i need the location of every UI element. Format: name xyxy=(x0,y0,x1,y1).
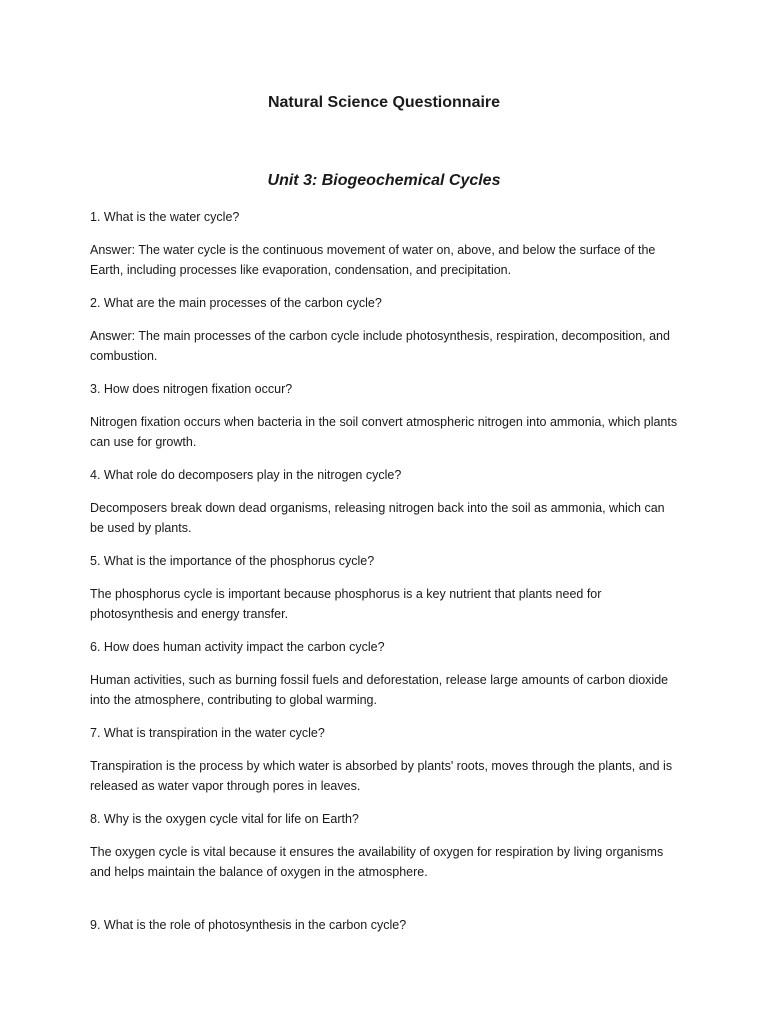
question-text: 3. How does nitrogen fixation occur? xyxy=(90,382,293,396)
question-list xyxy=(90,207,680,948)
qa-item-7 xyxy=(90,723,680,796)
question-text: 6. How does human activity impact the carbon cycle? xyxy=(90,640,385,654)
qa-item-5 xyxy=(90,551,680,624)
question-text: 9. What is the role of photosynthesis in the carbon cycle? xyxy=(90,918,407,932)
answer-text: Nitrogen fixation occurs when bacteria in the soil convert atmospheric nitrogen into ammonia, which plants can use for growth. xyxy=(90,415,678,449)
answer-text: The phosphorus cycle is important because phosphorus is a key nutrient that plants need for photosynthesis and energy transfer. xyxy=(90,587,602,621)
qa-item-4 xyxy=(90,465,680,538)
answer-text: Human activities, such as burning fossil fuels and deforestation, release large amounts of carbon dioxide into the atmosphere, contributing to global warming. xyxy=(90,673,669,707)
question-text: 8. Why is the oxygen cycle vital for life on Earth? xyxy=(90,812,359,826)
question-text: 5. What is the importance of the phosphorus cycle? xyxy=(90,554,375,568)
answer-text: Decomposers break down dead organisms, releasing nitrogen back into the soil as ammonia, which can be used by plants. xyxy=(90,501,665,535)
document-subtitle: Unit 3: Biogeochemical Cycles xyxy=(267,172,501,189)
qa-item-9 xyxy=(90,915,680,935)
question-text: 1. What is the water cycle? xyxy=(90,210,240,224)
qa-item-3 xyxy=(90,379,680,452)
answer-text: Answer: The main processes of the carbon cycle include photosynthesis, respiration, decomposition, and combustion. xyxy=(90,329,670,363)
document-title: Natural Science Questionnaire xyxy=(267,94,501,111)
qa-item-2 xyxy=(90,293,680,366)
answer-text: Answer: The water cycle is the continuous movement of water on, above, and below the surface of the Earth, including processes like evaporation, condensation, and precipitation. xyxy=(90,243,656,277)
question-text: 4. What role do decomposers play in the nitrogen cycle? xyxy=(90,468,402,482)
question-text: 2. What are the main processes of the carbon cycle? xyxy=(90,296,382,310)
qa-item-6 xyxy=(90,637,680,710)
question-text: 7. What is transpiration in the water cycle? xyxy=(90,726,325,740)
qa-item-8 xyxy=(90,809,680,882)
answer-text: The oxygen cycle is vital because it ensures the availability of oxygen for respiration by living organisms and helps maintain the balance of oxygen in the atmosphere. xyxy=(90,845,664,879)
answer-text: Transpiration is the process by which water is absorbed by plants' roots, moves through the plants, and is released as water vapor through pores in leaves. xyxy=(90,759,673,793)
qa-item-1 xyxy=(90,207,680,280)
